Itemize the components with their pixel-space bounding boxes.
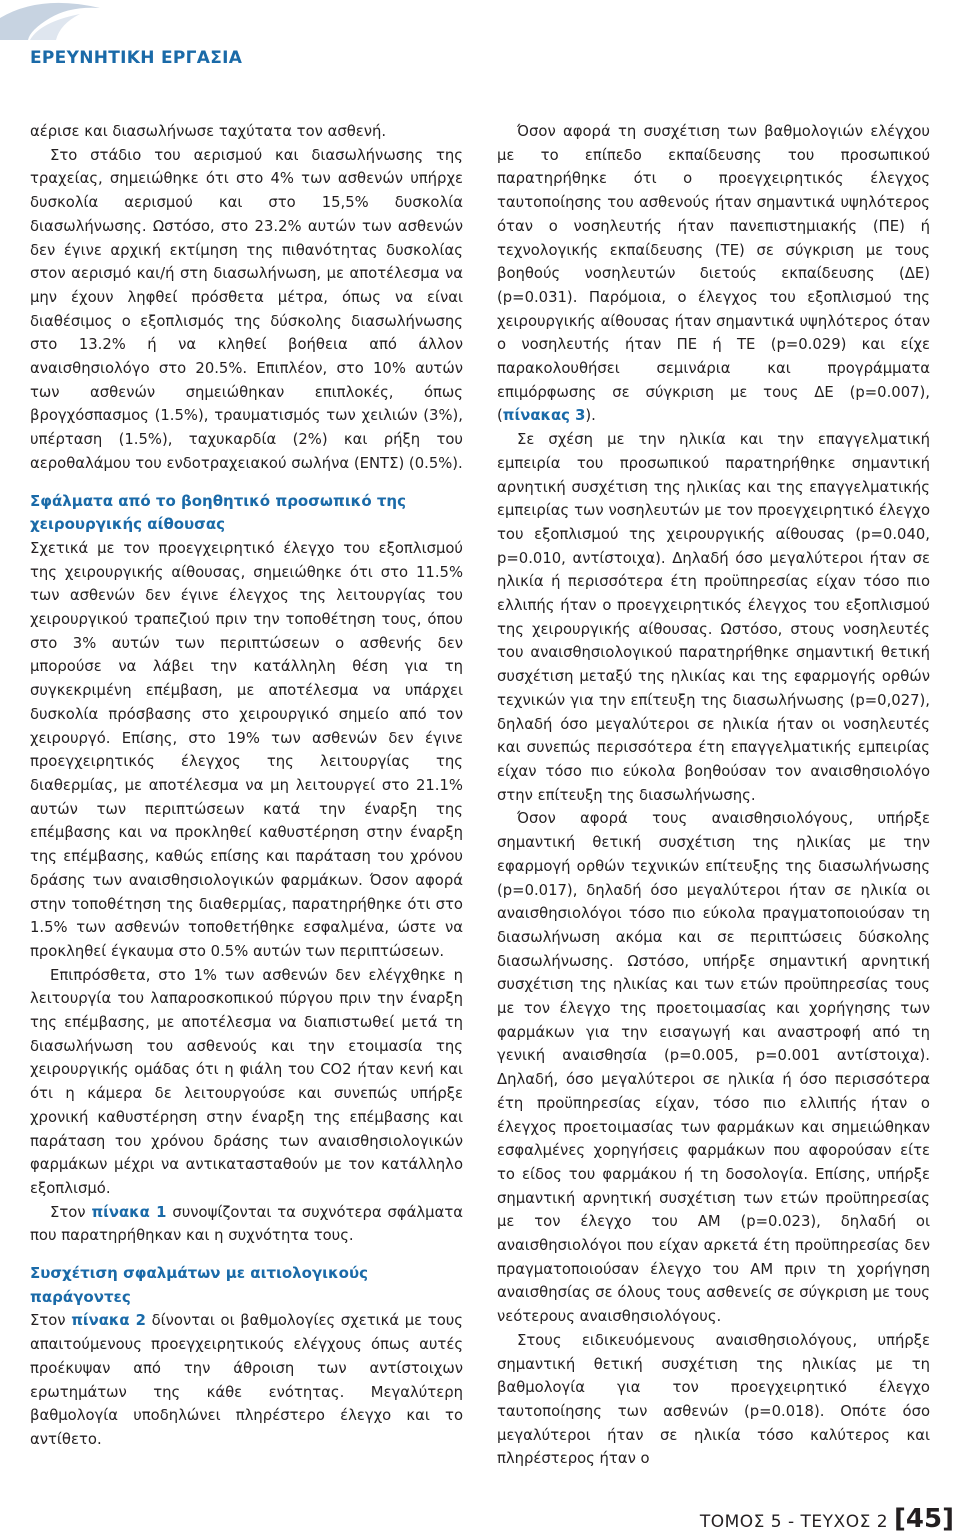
text: Στον	[50, 1203, 92, 1221]
table-reference-link[interactable]: πίνακας 3	[502, 407, 586, 425]
paragraph: Όσον αφορά τους αναισθησιολόγους, υπήρξε σημαντική θετική συσχέτιση της ηλικίας με την εφαρμογή ορθών τεχνικών επίτευξης της διασωλήνωσης (p=0.017), δηλαδή όσο μεγαλύτεροι ήταν σε ηλικία οι αναισθησιολόγοι τόσο πιο εύκολα πραγματοποιούσαν τη διασωλήνωση ακόμα και σε περιπτώσεις δύσκολης διασωλήνωσης. Ωστόσο, υπήρξε σημαντική αρνητική συσχέτιση της ηλικίας και των ετών προϋπηρεσίας τους με τον έλεγχο της προετοιμασίας και χορήγησης των φαρμάκων για την εισαγωγή και αναστροφή από τη γενική αναισθησία (p=0.005, p=0.001 αντίστοιχα). Δηλαδή, όσο μεγαλύτεροι σε ηλικία ή όσο περισσότερα έτη προϋπηρεσίας είχαν, τόσο πιο ελλιπής ήταν ο έλεγχος προετοιμασίας των φαρμάκων και σημειώθηκαν εσφαλμένες χορηγήσεις φαρμάκων που αφορούσαν είτε το είδος του φαρμάκου ή τη δοσολογία. Επίσης, υπήρξε σημαντική αρνητική συσχέτιση των ετών προϋπηρεσίας με τον έλεγχο του ΑΜ (p=0.023), δηλαδή οι αναισθησιολόγοι που είχαν αρκετά έτη προϋπηρεσίας δεν πραγματοποιούσαν έλεγχο του ΑΜ πριν τη χορήγηση αναισθησίας σε όλους τους ασθενείς σε σύγκριση με τους νεότερους αναισθησιολόγους.	[497, 810, 930, 1326]
paragraph: αέρισε και διασωλήνωσε ταχύτατα τον ασθενή.	[30, 123, 387, 140]
left-column	[30, 120, 463, 1452]
section-heading: Συσχέτιση σφαλμάτων με αιτιολογικούς παράγοντες	[30, 1264, 369, 1306]
text: συνοψίζονται τα συχνότερα σφάλματα που παρατηρήθηκαν και η συχνότητα τους.	[30, 1203, 464, 1245]
paragraph: Στους ειδικευόμενους αναισθησιολόγους, υπήρξε σημαντική θετική συσχέτιση της ηλικίας με τη βαθμολογία για τον προεγχειρητικό έλεγχο ταυτοποίησης των ασθενών (p=0.018). Οπότε όσο μεγαλύτεροι ήταν σε ηλικία τόσο καλύτερος και πληρέστερος ήταν ο	[497, 1331, 930, 1468]
volume-issue: ΤΟΜΟΣ 5 - ΤΕΥΧΟΣ 2	[699, 1512, 889, 1532]
page-number: [45]	[894, 1504, 954, 1534]
paragraph: Στο στάδιο του αερισμού και διασωλήνωσης της τραχείας, σημειώθηκε ότι στο 4% των ασθενών υπήρχε δυσκολία αερισμού και στο 15,5% δυσκολία διασωλήνωσης. Ωστόσο, στο 23.2% αυτών των ασθενών δεν έγινε αρχική εκτίμηση της πιθανότητας δυσκολίας στον αερισμό και/ή στη διασωλήνωση, με αποτέλεσμα να μην έχουν ληφθεί πρόσθετα μέτρα, όπως να είναι διαθέσιμος ο εξοπλισμός της δύσκολης διασωλήνωσης στο 13.2% ή να κληθεί βοήθεια από άλλον αναισθησιολόγο στο 20.5%. Επιπλέον, στο 10% αυτών των ασθενών σημειώθηκαν επιπλοκές, όπως βρογχόσπασμος (1.5%), τραυματισμός των χειλιών (3%), υπέρταση (1.5%), ταχυκαρδία (2%) και ρήξη του αεροθαλάμου του ενδοτραχειακού σωλήνα (ΕΝΤΣ) (0.5%).	[30, 146, 463, 472]
text: ).	[585, 407, 596, 425]
paragraph: Σε σχέση με την ηλικία και την επαγγελματική εμπειρία του προσωπικού παρατηρήθηκε σημαντική αρνητική συσχέτιση της ηλικίας και της επαγγελματικής εμπειρίας των νοσηλευτών με τον προεγχειρητικό έλεγχο του εξοπλισμού της χειρουργικής αίθουσας (p=0.040, p=0.010, αντίστοιχα). Δηλαδή όσο μεγαλύτεροι ήταν σε ηλικία ή περισσότερα έτη προϋπηρεσίας είχαν τόσο πιο ελλιπής ήταν ο προεγχειρητικός έλεγχος του εξοπλισμού της χειρουργικής αίθουσας. Ωστόσο, στους νοσηλευτές του αναισθησιολογικού παρατηρήθηκε σημαντική θετική συσχέτιση μεταξύ της ηλικίας και της εφαρμογής ορθών τεχνικών για την επίτευξη της διασωλήνωσης (p=0,027), δηλαδή όσο μεγαλύτεροι σε ηλικία ήταν οι νοσηλευτές και συνεπώς περισσότερα έτη επαγγελματικής εμπειρίας είχαν τόσο πιο εύκολα βοηθούσαν τον αναισθησιολόγο στην επίτευξη της διασωλήνωσης.	[497, 431, 930, 804]
paragraph: Επιπρόσθετα, στο 1% των ασθενών δεν ελέγχθηκε η λειτουργία του λαπαροσκοπικού πύργου πριν την έναρξη της επέμβασης, με αποτέλεσμα να διαπιστωθεί μετά τη διασωλήνωση του ασθενούς και την ετοιμασία της χειρουργικής ομάδας ότι η φιάλη του CO2 ήταν κενή και ότι η κάμερα δε λειτουργούσε και συνεπώς υπήρξε χρονική καθυστέρηση στην έναρξη της επέμβασης και παράταση του χρόνου δράσης των αναισθησιολογικών φαρμάκων μέχρι να αντικατασταθούν με τον κατάλληλο εξοπλισμό.	[30, 966, 463, 1197]
table-reference-link[interactable]: πίνακα 1	[91, 1203, 167, 1221]
journal-logo-swoosh	[0, 0, 160, 40]
paragraph	[497, 120, 930, 428]
page-footer	[700, 1504, 954, 1534]
right-column	[497, 120, 930, 1471]
paragraph	[30, 1201, 463, 1248]
text: δίνονται οι βαθμολογίες σχετικά με τους απαιτούμενους προεγχειρητικούς ελέγχους όπως αυτές προέκυψαν από την άθροιση των αντίστοιχων ερωτημάτων της κάθε ενότητας. Μεγαλύτερη βαθμολογία υποδηλώνει πληρέστερο έλεγχο και το αντίθετο.	[30, 1312, 463, 1448]
table-reference-link[interactable]: πίνακα 2	[71, 1312, 146, 1330]
section-label: ΕΡΕΥΝΗΤΙΚΗ ΕΡΓΑΣΙΑ	[30, 48, 243, 68]
paragraph	[30, 1309, 463, 1451]
text: Όσον αφορά τη συσχέτιση των βαθμολογιών ελέγχου με το επίπεδο εκπαίδευσης του προσωπικού παρατηρήθηκε ότι ο προεγχειρητικός έλεγχος ταυτοποίησης του ασθενούς ήταν σημαντικά υψηλότερος όταν ο νοσηλευτής ήταν πανεπιστημιακής (ΠΕ) ή τεχνολογικής εκπαίδευσης (ΤΕ) σε σύγκριση με τους βοηθούς νοσηλευτών διετούς εκπαίδευσης (ΔΕ) (p=0.031). Παρόμοια, ο έλεγχος του εξοπλισμού της χειρουργικής αίθουσας ήταν σημαντικά υψηλότερος όταν ο νοσηλευτής ήταν ΠΕ ή ΤΕ (p=0.029) και είχε παρακολουθήσει σεμινάρια και προγράμματα επιμόρφωσης σε σύγκριση με τους ΔΕ (p=0.007), (	[497, 123, 930, 425]
text: Στον	[30, 1312, 72, 1330]
paragraph: Σχετικά με τον προεγχειρητικό έλεγχο του εξοπλισμού της χειρουργικής αίθουσας, σημειώθηκε ότι στο 11.5% των ασθενών δεν έγινε έλεγχος της λειτουργίας του χειρουργικού τραπεζιού πριν την τοποθέτηση τους, όπου στο 3% αυτών των περιπτώσεων ο ασθενής δεν μπορούσε να λάβει την κατάλληλη θέση για τη συγκεκριμένη επέμβαση, με αποτέλεσμα να υπάρχει δυσκολία πρόσβασης στο χειρουργικό σημείο από τον χειρουργό. Επίσης, στο 19% των ασθενών δεν έγινε προεγχειρητικός έλεγχος της λειτουργίας της διαθερμίας, με αποτέλεσμα να μη λειτουργεί στο 21.1% αυτών των περιπτώσεων κατά την έναρξη της επέμβασης και να προκληθεί καθυστέρηση στην έναρξη της επέμβασης, καθώς επίσης και παράταση του χρόνου δράσης των αναισθησιολογικών φαρμάκων. Όσον αφορά στην τοποθέτηση της διαθερμίας, παρατηρήθηκε ότι στο 1.5% των ασθενών τοποθετήθηκε εσφαλμένα, ώστε να προκληθεί έγκαυμα στο 0.5% αυτών των περιπτώσεων.	[30, 539, 463, 960]
section-heading: Σφάλματα από το βοηθητικό προσωπικό της χειρουργικής αίθουσας	[30, 491, 406, 534]
